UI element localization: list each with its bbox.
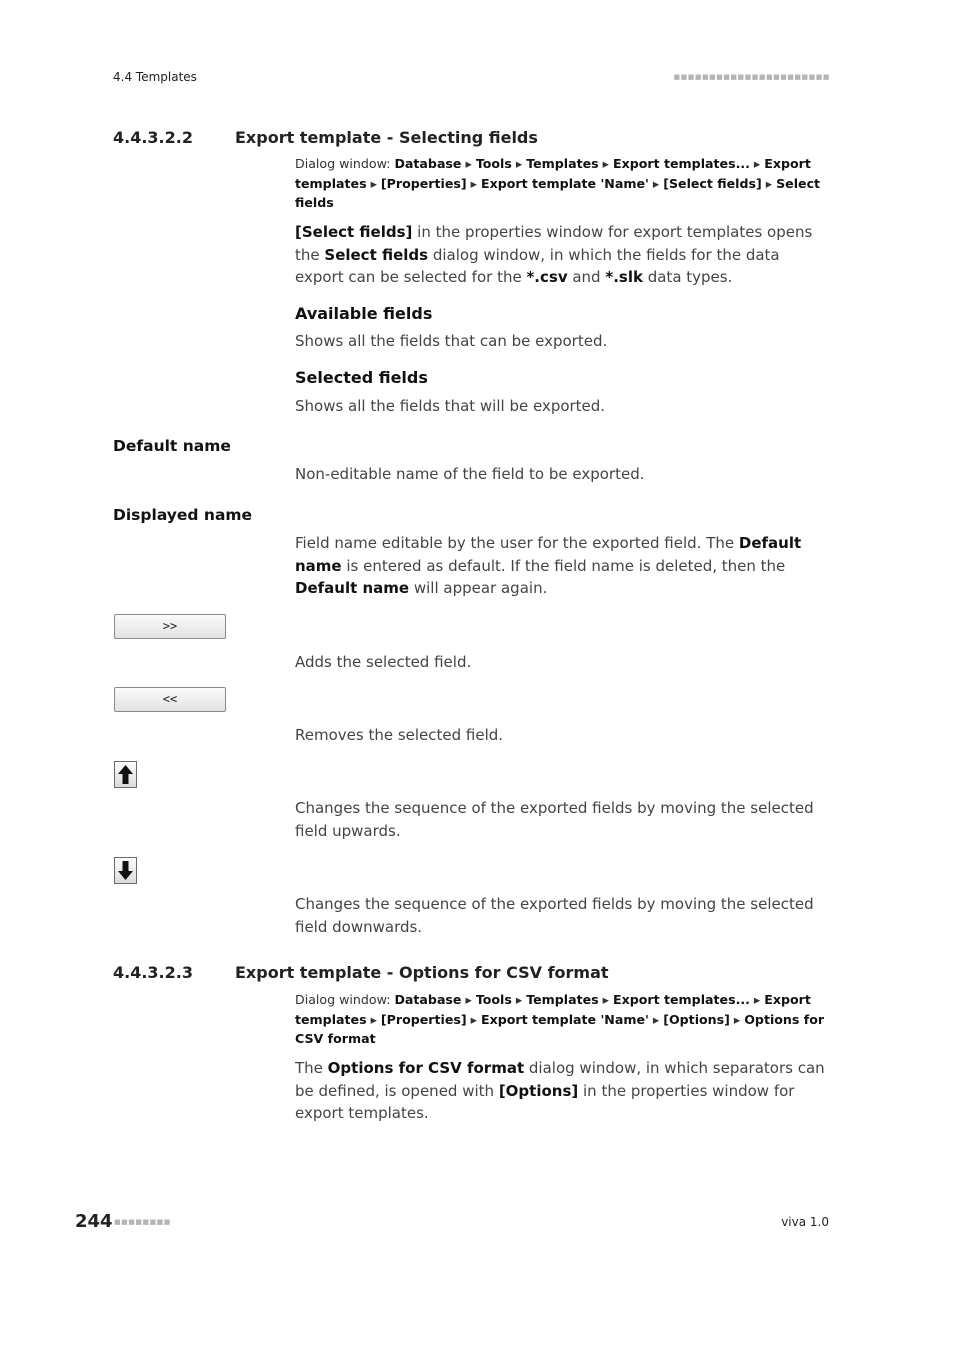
available-fields-text: Shows all the fields that can be exported. (295, 332, 608, 350)
remove-field-button[interactable]: << (114, 687, 226, 712)
move-down-button[interactable] (114, 857, 137, 884)
dialog-path-select-fields: Dialog window: Database ▸ Tools ▸ Templates ▸ Export templates... ▸ Export templates ▸ [Properties] ▸ Export template 'Name' ▸ [Select fields] ▸ Select fields (295, 156, 821, 210)
available-fields-heading: Available fields (295, 304, 433, 323)
displayed-name-term: Displayed name (113, 506, 253, 524)
move-up-button[interactable] (114, 761, 137, 788)
section-heading-csv-options (113, 963, 609, 982)
header-decoration: ■■■■■■■■■■■■■■■■■■■■■■ (673, 73, 830, 81)
section-number: 4.4.3.2.2 (113, 128, 193, 147)
footer-decoration: ■■■■■■■■ (114, 1218, 171, 1226)
section-title: Export template - Options for CSV format (235, 963, 609, 982)
selected-fields-heading: Selected fields (295, 368, 428, 387)
remove-field-text: Removes the selected field. (295, 726, 504, 744)
add-field-button[interactable]: >> (114, 614, 226, 639)
add-field-text: Adds the selected field. (295, 653, 472, 671)
product-version: viva 1.0 (781, 1215, 829, 1229)
move-up-text: Changes the sequence of the exported fields by moving the selected field upwards. (295, 799, 814, 840)
running-header-section: 4.4 Templates (113, 70, 197, 84)
dialog-path-csv-options: Dialog window: Database ▸ Tools ▸ Templates ▸ Export templates... ▸ Export templates ▸ [Properties] ▸ Export template 'Name' ▸ [Options] ▸ Options for CSV format (295, 992, 825, 1046)
section-number: 4.4.3.2.3 (113, 963, 193, 982)
default-name-text: Non-editable name of the field to be exported. (295, 465, 645, 483)
selected-fields-text: Shows all the fields that will be exported. (295, 397, 606, 415)
intro-paragraph-csv-options: The Options for CSV format dialog window, in which separators can be defined, is opened with [Options] in the properties window for export templates. (295, 1059, 825, 1122)
arrow-up-icon (115, 762, 136, 787)
default-name-term: Default name (113, 437, 231, 455)
page-number: 244 (75, 1211, 113, 1232)
arrow-down-icon (115, 858, 136, 883)
intro-paragraph-select-fields: [Select fields] in the properties window for export templates opens the Select fields dialog window, in which the fields for the data export can be selected for the *.csv and *.slk data types. (295, 223, 813, 286)
move-down-text: Changes the sequence of the exported fields by moving the selected field downwards. (295, 895, 814, 936)
section-heading-selecting-fields (113, 128, 538, 147)
displayed-name-text: Field name editable by the user for the exported field. The Default name is entered as default. If the field name is deleted, then the Default name will appear again. (295, 534, 802, 597)
section-title: Export template - Selecting fields (235, 128, 538, 147)
